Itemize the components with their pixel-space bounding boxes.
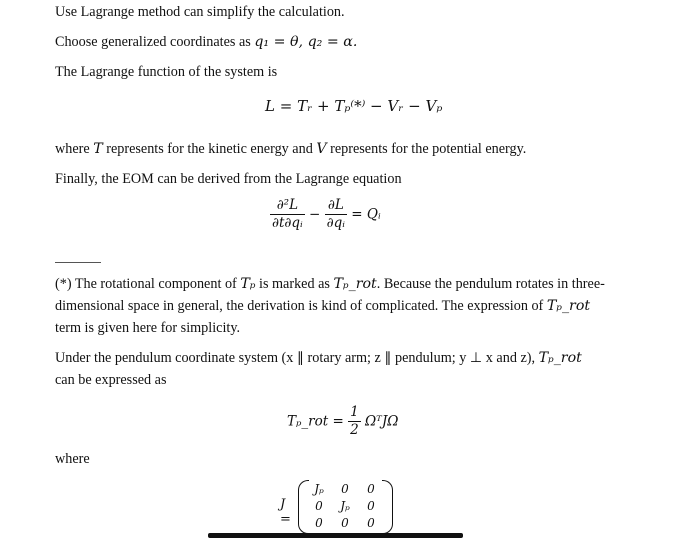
eq2-half — [348, 404, 361, 439]
rotational-energy-equation — [287, 404, 398, 439]
eom-den1: ∂t∂qᵢ — [272, 215, 303, 231]
matrix-lhs: 𝐽 = — [280, 497, 291, 527]
eq2-rhs: Ωᵀ𝐽Ω — [364, 413, 399, 430]
lagrangian-equation: L = Tᵣ + Tₚ⁽*⁾ − Vᵣ − Vₚ — [265, 97, 443, 115]
matrix-cell: 0 — [315, 516, 323, 530]
fn2-Tprot: Tₚ_rot — [546, 298, 591, 314]
eq2-den: 2 — [350, 422, 359, 438]
footnote-divider — [55, 262, 101, 263]
eq2-num: 1 — [350, 404, 359, 420]
footnote-line2 — [55, 298, 590, 315]
fn1-Tp: Tₚ — [240, 276, 256, 292]
fn2-text: dimensional space in general, the derivation is kind of complicated. The expression of — [55, 298, 547, 314]
definitions-line — [55, 141, 526, 158]
eom-den2: ∂qᵢ — [326, 215, 345, 231]
coord-system-line1 — [55, 350, 582, 367]
def-text-c: represents for the kinetic energy and — [102, 141, 317, 157]
coordinates-text: Choose generalized coordinates as — [55, 34, 255, 50]
eom-num2: ∂L — [325, 197, 347, 215]
eom-num1: ∂²L — [270, 197, 305, 215]
footnote-line3: term is given here for simplicity. — [55, 320, 241, 336]
eom-frac2 — [325, 197, 347, 232]
scroll-indicator-bar[interactable] — [208, 533, 463, 538]
matrix-cell: 0 — [367, 499, 375, 513]
coord-text: Under the pendulum coordinate system (x ∥ rotary arm; z ∥ pendulum; y ⊥ x and z), — [55, 350, 539, 366]
footnote-line1 — [55, 276, 605, 293]
coordinates-line — [55, 34, 357, 51]
eom-equation — [270, 197, 381, 232]
matrix-left-paren — [298, 480, 309, 534]
matrix-cell: Jₚ — [314, 482, 324, 496]
eom-intro: Finally, the EOM can be derived from the Lagrange equation — [55, 171, 402, 187]
matrix-cell: 0 — [367, 482, 375, 496]
matrix-cell: Jₚ — [340, 499, 350, 513]
def-text-a: where — [55, 141, 94, 157]
eq2-lhs: Tₚ_rot = — [287, 413, 344, 430]
coord-Tprot: Tₚ_rot — [538, 350, 582, 366]
matrix-cell: 0 — [341, 482, 349, 496]
fn1-a: (*) The rotational component of — [55, 276, 241, 292]
intro-line: Use Lagrange method can simplify the calculation. — [55, 4, 345, 20]
fn1-Tprot: Tₚ_rot — [333, 276, 377, 292]
matrix-right-paren — [382, 480, 393, 534]
matrix-cell: 0 — [341, 516, 349, 530]
lagrange-intro: The Lagrange function of the system is — [55, 64, 278, 80]
def-text-e: represents for the potential energy. — [326, 141, 527, 157]
def-T: T — [93, 141, 103, 157]
matrix-cell: 0 — [315, 499, 323, 513]
coordinates-math: q₁ = θ, q₂ = α. — [254, 34, 358, 50]
eom-frac1 — [270, 197, 305, 232]
eom-minus: − — [309, 206, 321, 223]
fn1-c: is marked as — [255, 276, 334, 292]
eom-rhs: = Qᵢ — [351, 206, 381, 223]
fn1-e: . Because the pendulum rotates in three- — [376, 276, 605, 292]
def-V: V — [316, 141, 327, 157]
where-label: where — [55, 451, 90, 467]
matrix-cell: 0 — [367, 516, 375, 530]
coord-system-line2: can be expressed as — [55, 372, 167, 388]
